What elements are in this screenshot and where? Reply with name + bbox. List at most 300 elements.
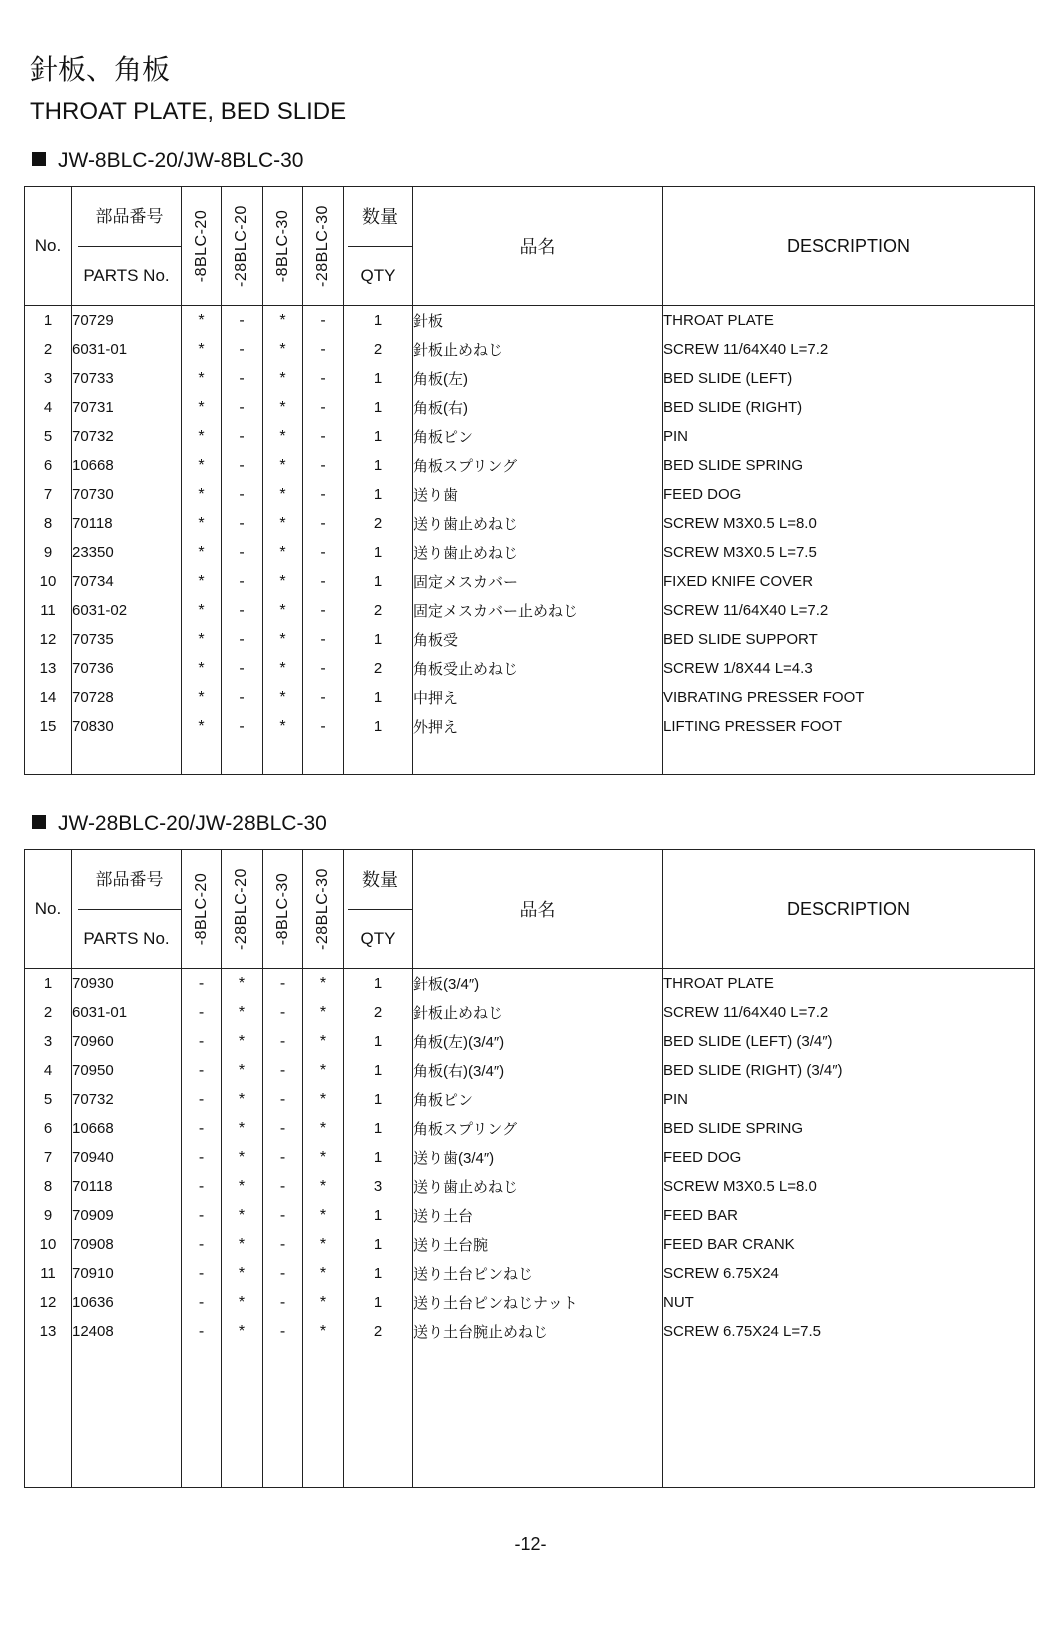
section-title-1	[32, 149, 303, 173]
model-mark: *	[182, 306, 222, 336]
part-name-jp: 送り土台	[413, 1201, 663, 1230]
row-no: 9	[25, 1201, 72, 1230]
model-mark: -	[303, 654, 344, 683]
model-mark: -	[303, 451, 344, 480]
model-mark: -	[263, 998, 303, 1027]
model-mark: -	[263, 1143, 303, 1172]
row-no: 3	[25, 364, 72, 393]
model-mark: *	[303, 1172, 344, 1201]
model-mark: *	[303, 1259, 344, 1288]
model-mark: *	[263, 567, 303, 596]
part-description: FIXED KNIFE COVER	[663, 567, 1035, 596]
model-mark: *	[263, 712, 303, 741]
model-mark: -	[182, 1172, 222, 1201]
model-mark: *	[222, 998, 263, 1027]
quantity: 1	[344, 422, 413, 451]
part-description: SCREW 11/64X40 L=7.2	[663, 335, 1035, 364]
table-row	[25, 422, 1035, 451]
model-mark: *	[263, 451, 303, 480]
part-description: BED SLIDE SUPPORT	[663, 625, 1035, 654]
table-row	[25, 1172, 1035, 1201]
qty-jp-label: 数量	[348, 851, 412, 910]
row-no: 9	[25, 538, 72, 567]
model-mark: -	[303, 567, 344, 596]
model-mark: -	[303, 509, 344, 538]
part-number: 70930	[72, 969, 182, 999]
model-mark: -	[222, 480, 263, 509]
model-mark: -	[182, 1288, 222, 1317]
part-name-jp: 針板	[413, 306, 663, 336]
model-mark: *	[303, 1288, 344, 1317]
part-name-jp: 針板止めねじ	[413, 998, 663, 1027]
part-description: VIBRATING PRESSER FOOT	[663, 683, 1035, 712]
part-number: 70728	[72, 683, 182, 712]
model-mark: *	[303, 1143, 344, 1172]
part-number: 6031-01	[72, 335, 182, 364]
model-mark: *	[222, 1201, 263, 1230]
part-number: 70940	[72, 1143, 182, 1172]
model-mark: -	[182, 1317, 222, 1346]
model-mark: -	[303, 306, 344, 336]
model-mark: -	[222, 625, 263, 654]
section-title-text: JW-8BLC-20/JW-8BLC-30	[58, 149, 304, 172]
row-no: 15	[25, 712, 72, 741]
quantity: 1	[344, 683, 413, 712]
model-mark: -	[222, 335, 263, 364]
model-mark: -	[303, 335, 344, 364]
row-no: 2	[25, 998, 72, 1027]
quantity: 1	[344, 364, 413, 393]
part-name-jp: 角板スプリング	[413, 451, 663, 480]
part-description: THROAT PLATE	[663, 969, 1035, 999]
part-name-jp: 固定メスカバー止めねじ	[413, 596, 663, 625]
table-header-row	[25, 187, 1035, 306]
row-no: 4	[25, 1056, 72, 1085]
model-mark: -	[263, 1201, 303, 1230]
table-row	[25, 480, 1035, 509]
col-model-header: -8BLC-20	[182, 187, 222, 306]
part-number: 70731	[72, 393, 182, 422]
part-number: 70960	[72, 1027, 182, 1056]
part-number: 10636	[72, 1288, 182, 1317]
table-row	[25, 712, 1035, 741]
row-no: 10	[25, 567, 72, 596]
model-mark: *	[263, 596, 303, 625]
model-mark: -	[182, 969, 222, 999]
model-mark: -	[222, 596, 263, 625]
model-mark: -	[303, 538, 344, 567]
model-mark: -	[303, 393, 344, 422]
part-name-jp: 中押え	[413, 683, 663, 712]
quantity: 2	[344, 335, 413, 364]
row-no: 1	[25, 306, 72, 336]
model-mark: *	[263, 480, 303, 509]
row-no: 13	[25, 1317, 72, 1346]
col-model-header: -8BLC-20	[182, 850, 222, 969]
part-description: THROAT PLATE	[663, 306, 1035, 336]
part-number: 70736	[72, 654, 182, 683]
model-mark: *	[222, 1172, 263, 1201]
col-qty-header	[344, 187, 413, 306]
col-name-header: 品名	[413, 187, 663, 306]
model-mark: -	[222, 712, 263, 741]
model-mark: *	[182, 364, 222, 393]
part-name-jp: 角板受	[413, 625, 663, 654]
model-mark: -	[263, 1114, 303, 1143]
part-number: 70908	[72, 1230, 182, 1259]
row-no: 8	[25, 1172, 72, 1201]
qty-jp-label: 数量	[348, 188, 412, 247]
part-number: 70950	[72, 1056, 182, 1085]
table-row	[25, 538, 1035, 567]
part-name-jp: 送り歯(3/4″)	[413, 1143, 663, 1172]
part-number: 70118	[72, 509, 182, 538]
model-mark: -	[182, 1085, 222, 1114]
section-title-text: JW-28BLC-20/JW-28BLC-30	[58, 812, 327, 835]
model-mark: *	[182, 422, 222, 451]
part-description: SCREW 6.75X24 L=7.5	[663, 1317, 1035, 1346]
row-no: 12	[25, 1288, 72, 1317]
part-number: 70733	[72, 364, 182, 393]
part-description: LIFTING PRESSER FOOT	[663, 712, 1035, 741]
section-title-2	[32, 812, 327, 836]
table-row	[25, 683, 1035, 712]
model-mark: -	[182, 1027, 222, 1056]
part-name-jp: 角板ピン	[413, 1085, 663, 1114]
row-no: 11	[25, 596, 72, 625]
quantity: 1	[344, 712, 413, 741]
model-mark: *	[182, 712, 222, 741]
model-mark: *	[182, 509, 222, 538]
model-mark: -	[222, 393, 263, 422]
model-mark: -	[222, 306, 263, 336]
model-mark: -	[263, 1172, 303, 1201]
part-number: 12408	[72, 1317, 182, 1346]
quantity: 2	[344, 596, 413, 625]
qty-en-label: QTY	[360, 265, 396, 285]
model-mark: *	[222, 1259, 263, 1288]
quantity: 1	[344, 1027, 413, 1056]
model-mark: -	[263, 1259, 303, 1288]
table-filler-row	[25, 741, 1035, 775]
part-description: BED SLIDE (LEFT)	[663, 364, 1035, 393]
parts-table-1	[24, 186, 1035, 775]
row-no: 1	[25, 969, 72, 999]
table-body	[25, 306, 1035, 775]
model-mark: *	[303, 1085, 344, 1114]
quantity: 1	[344, 1114, 413, 1143]
row-no: 8	[25, 509, 72, 538]
part-name-jp: 送り歯	[413, 480, 663, 509]
part-name-jp: 送り土台腕止めねじ	[413, 1317, 663, 1346]
model-mark: *	[263, 625, 303, 654]
model-mark: *	[222, 969, 263, 999]
table-row	[25, 1317, 1035, 1346]
part-name-jp: 外押え	[413, 712, 663, 741]
model-mark: *	[263, 393, 303, 422]
model-mark: *	[303, 1230, 344, 1259]
quantity: 1	[344, 1201, 413, 1230]
model-mark: *	[182, 451, 222, 480]
table-row	[25, 1288, 1035, 1317]
quantity: 2	[344, 998, 413, 1027]
part-description: BED SLIDE SPRING	[663, 1114, 1035, 1143]
table-row	[25, 654, 1035, 683]
part-name-jp: 送り歯止めねじ	[413, 509, 663, 538]
col-model-header: -28BLC-20	[222, 187, 263, 306]
part-number: 70909	[72, 1201, 182, 1230]
part-description: SCREW 6.75X24	[663, 1259, 1035, 1288]
parts-no-en-label: PARTS No.	[83, 265, 170, 285]
col-name-header: 品名	[413, 850, 663, 969]
part-name-jp: 送り土台ピンねじ	[413, 1259, 663, 1288]
quantity: 1	[344, 306, 413, 336]
row-no: 4	[25, 393, 72, 422]
part-name-jp: 角板(右)(3/4″)	[413, 1056, 663, 1085]
part-description: SCREW M3X0.5 L=8.0	[663, 509, 1035, 538]
part-name-jp: 針板止めねじ	[413, 335, 663, 364]
model-mark: *	[182, 335, 222, 364]
row-no: 13	[25, 654, 72, 683]
qty-en-label: QTY	[360, 928, 396, 948]
model-mark: *	[303, 1027, 344, 1056]
col-model-header: -8BLC-30	[263, 850, 303, 969]
model-mark: *	[222, 1230, 263, 1259]
part-name-jp: 角板(左)(3/4″)	[413, 1027, 663, 1056]
part-description: BED SLIDE (RIGHT) (3/4″)	[663, 1056, 1035, 1085]
model-mark: -	[222, 538, 263, 567]
quantity: 1	[344, 1259, 413, 1288]
row-no: 12	[25, 625, 72, 654]
row-no: 5	[25, 422, 72, 451]
model-mark: -	[263, 1056, 303, 1085]
parts-no-jp-label: 部品番号	[78, 851, 181, 910]
part-number: 6031-02	[72, 596, 182, 625]
part-description: SCREW M3X0.5 L=7.5	[663, 538, 1035, 567]
model-mark: *	[182, 625, 222, 654]
col-model-header: -28BLC-30	[303, 187, 344, 306]
table-row	[25, 393, 1035, 422]
model-mark: -	[303, 422, 344, 451]
table-row	[25, 451, 1035, 480]
part-description: FEED DOG	[663, 1143, 1035, 1172]
quantity: 1	[344, 393, 413, 422]
model-mark: *	[222, 1056, 263, 1085]
table-row	[25, 1201, 1035, 1230]
model-mark: *	[263, 335, 303, 364]
model-mark: -	[303, 364, 344, 393]
model-mark: *	[263, 364, 303, 393]
table-row	[25, 596, 1035, 625]
model-mark: -	[303, 596, 344, 625]
quantity: 2	[344, 509, 413, 538]
model-mark: *	[182, 654, 222, 683]
row-no: 10	[25, 1230, 72, 1259]
model-mark: *	[263, 683, 303, 712]
model-mark: *	[263, 538, 303, 567]
row-no: 7	[25, 1143, 72, 1172]
col-model-header: -28BLC-30	[303, 850, 344, 969]
part-number: 70734	[72, 567, 182, 596]
part-description: SCREW M3X0.5 L=8.0	[663, 1172, 1035, 1201]
quantity: 1	[344, 1288, 413, 1317]
model-mark: -	[182, 1230, 222, 1259]
quantity: 1	[344, 1143, 413, 1172]
quantity: 2	[344, 1317, 413, 1346]
col-model-header: -28BLC-20	[222, 850, 263, 969]
model-mark: -	[222, 364, 263, 393]
part-description: PIN	[663, 1085, 1035, 1114]
part-description: FEED BAR CRANK	[663, 1230, 1035, 1259]
model-mark: -	[263, 1085, 303, 1114]
model-mark: -	[263, 1288, 303, 1317]
model-mark: -	[303, 625, 344, 654]
part-number: 70732	[72, 1085, 182, 1114]
part-name-jp: 角板スプリング	[413, 1114, 663, 1143]
model-mark: *	[263, 422, 303, 451]
table-row	[25, 625, 1035, 654]
row-no: 7	[25, 480, 72, 509]
part-number: 10668	[72, 1114, 182, 1143]
quantity: 1	[344, 1056, 413, 1085]
model-mark: *	[303, 1201, 344, 1230]
quantity: 1	[344, 567, 413, 596]
part-number: 6031-01	[72, 998, 182, 1027]
model-mark: -	[182, 1259, 222, 1288]
quantity: 1	[344, 538, 413, 567]
model-mark: -	[182, 1056, 222, 1085]
page-title-en: THROAT PLATE, BED SLIDE	[30, 98, 347, 125]
model-mark: -	[303, 683, 344, 712]
table-filler-row	[25, 1346, 1035, 1488]
table-row	[25, 364, 1035, 393]
quantity: 1	[344, 451, 413, 480]
quantity: 1	[344, 1230, 413, 1259]
part-description: SCREW 1/8X44 L=4.3	[663, 654, 1035, 683]
model-mark: *	[263, 509, 303, 538]
quantity: 1	[344, 969, 413, 999]
model-mark: *	[303, 1056, 344, 1085]
model-mark: -	[222, 683, 263, 712]
part-name-jp: 針板(3/4″)	[413, 969, 663, 999]
part-description: BED SLIDE (LEFT) (3/4″)	[663, 1027, 1035, 1056]
col-model-header: -8BLC-30	[263, 187, 303, 306]
part-name-jp: 角板(右)	[413, 393, 663, 422]
model-mark: -	[222, 451, 263, 480]
part-description: PIN	[663, 422, 1035, 451]
col-desc-header: DESCRIPTION	[663, 187, 1035, 306]
part-name-jp: 送り土台ピンねじナット	[413, 1288, 663, 1317]
table-row	[25, 1259, 1035, 1288]
part-name-jp: 角板(左)	[413, 364, 663, 393]
col-no-header: No.	[25, 850, 72, 969]
quantity: 1	[344, 480, 413, 509]
model-mark: -	[182, 1114, 222, 1143]
table-header-row	[25, 850, 1035, 969]
table-row	[25, 1085, 1035, 1114]
table-row	[25, 1027, 1035, 1056]
row-no: 14	[25, 683, 72, 712]
table-row	[25, 1143, 1035, 1172]
part-number: 70735	[72, 625, 182, 654]
table-row	[25, 1114, 1035, 1143]
table-row	[25, 306, 1035, 336]
model-mark: *	[222, 1085, 263, 1114]
model-mark: *	[182, 393, 222, 422]
row-no: 11	[25, 1259, 72, 1288]
col-parts-header	[72, 187, 182, 306]
part-name-jp: 送り土台腕	[413, 1230, 663, 1259]
model-mark: *	[182, 538, 222, 567]
part-description: BED SLIDE (RIGHT)	[663, 393, 1035, 422]
part-number: 10668	[72, 451, 182, 480]
model-mark: *	[303, 969, 344, 999]
col-qty-header	[344, 850, 413, 969]
parts-no-en-label: PARTS No.	[83, 928, 170, 948]
model-mark: *	[222, 1317, 263, 1346]
row-no: 6	[25, 451, 72, 480]
table-row	[25, 969, 1035, 999]
page-number: -12-	[514, 1534, 547, 1554]
table-row	[25, 567, 1035, 596]
parts-no-jp-label: 部品番号	[78, 188, 181, 247]
quantity: 3	[344, 1172, 413, 1201]
row-no: 2	[25, 335, 72, 364]
model-mark: *	[263, 654, 303, 683]
table-row	[25, 998, 1035, 1027]
part-number: 70910	[72, 1259, 182, 1288]
part-number: 23350	[72, 538, 182, 567]
model-mark: -	[303, 712, 344, 741]
part-name-jp: 送り歯止めねじ	[413, 1172, 663, 1201]
model-mark: *	[222, 1143, 263, 1172]
model-mark: *	[182, 683, 222, 712]
col-no-header: No.	[25, 187, 72, 306]
square-bullet-icon	[32, 152, 46, 166]
model-mark: *	[222, 1288, 263, 1317]
model-mark: *	[263, 306, 303, 336]
part-description: FEED DOG	[663, 480, 1035, 509]
model-mark: -	[263, 1230, 303, 1259]
row-no: 3	[25, 1027, 72, 1056]
table-row	[25, 335, 1035, 364]
part-description: FEED BAR	[663, 1201, 1035, 1230]
model-mark: -	[263, 1027, 303, 1056]
model-mark: *	[222, 1114, 263, 1143]
part-number: 70730	[72, 480, 182, 509]
part-number: 70830	[72, 712, 182, 741]
part-number: 70732	[72, 422, 182, 451]
table-row	[25, 509, 1035, 538]
model-mark: -	[222, 567, 263, 596]
parts-table-2	[24, 849, 1035, 1488]
model-mark: *	[182, 480, 222, 509]
row-no: 5	[25, 1085, 72, 1114]
model-mark: -	[182, 998, 222, 1027]
model-mark: *	[303, 1317, 344, 1346]
model-mark: -	[263, 1317, 303, 1346]
model-mark: -	[303, 480, 344, 509]
quantity: 2	[344, 654, 413, 683]
table-row	[25, 1056, 1035, 1085]
model-mark: -	[222, 422, 263, 451]
table-row	[25, 1230, 1035, 1259]
part-number: 70118	[72, 1172, 182, 1201]
model-mark: -	[263, 969, 303, 999]
part-name-jp: 固定メスカバー	[413, 567, 663, 596]
table-body	[25, 969, 1035, 1488]
model-mark: *	[182, 596, 222, 625]
